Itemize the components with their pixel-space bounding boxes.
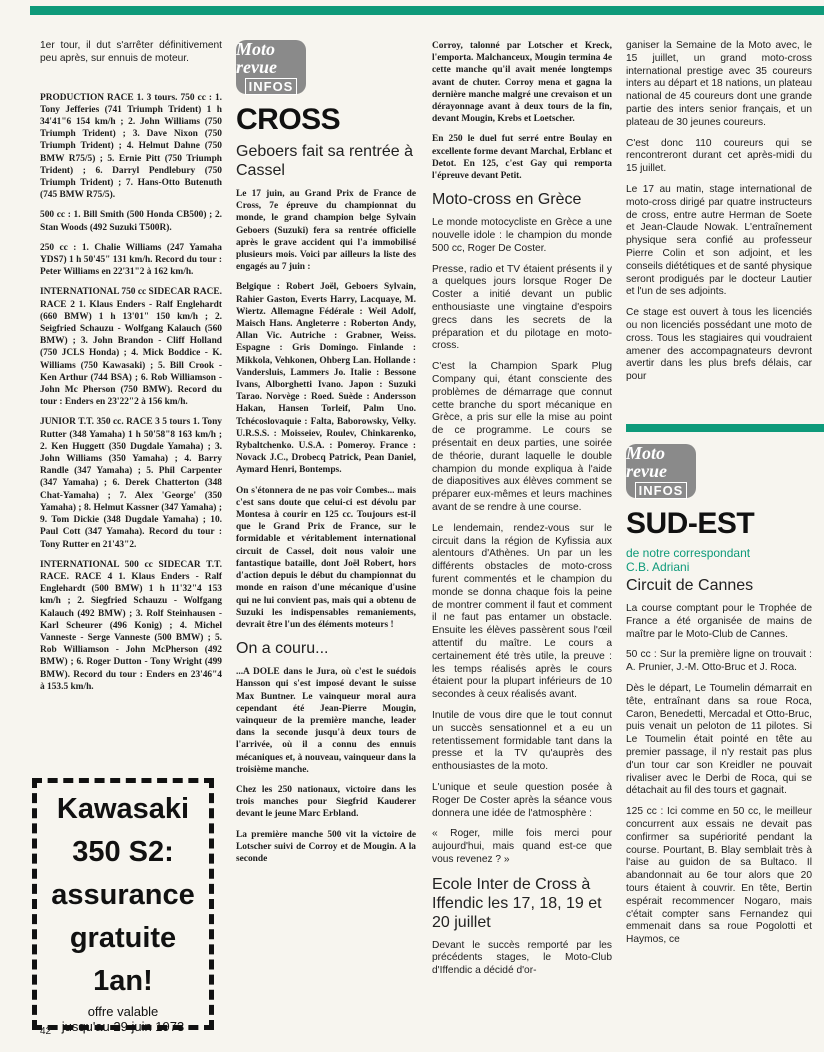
results-250cc: 250 cc : 1. Chalie Williams (247 Yamaha YDS7) 1 h 50'45" 131 km/h. Record du tour : Peter Williams en 22'31"2 à 162 km/h. bbox=[40, 242, 222, 278]
intro-paragraph: 1er tour, il dut s'arrêter définitivement peu après, sur ennuis de moteur. bbox=[40, 40, 222, 64]
headline-geboers: Geboers fait sa rentrée à Cassel bbox=[236, 143, 413, 179]
byline-correspondant: de notre correspondant bbox=[626, 546, 751, 560]
iffendic-paragraph-1: Devant le succès remporté par les précédents stages, le Moto-Club d'Iffendic a décidé d'or- bbox=[432, 939, 612, 977]
geboers-paragraph-3: On s'étonnera de ne pas voir Combes... mais c'est sans doute que celui-ci est dévolu par Montesa à courir en 125 cc. Toujours est-il que le Grand Prix de France, sur le formidable et véritablement international circuit de Cassel, doit nous valoir une fantastique bataille, dont Joël Robert, hors d'action depuis le début du championnat du monde en raison d'une mécanique d'usine qui ne lui convient pas, mais qui a obtenu de Suzuki les indispensables remaniements, devrait être l'un des éléments moteurs ! bbox=[236, 485, 416, 630]
column-4-bottom bbox=[626, 444, 812, 955]
logo-moto-revue-2: Moto revue bbox=[626, 442, 667, 481]
results-500cc: 500 cc : 1. Bill Smith (500 Honda CB500) ; 2. Stan Woods (492 Suzuki T500R). bbox=[40, 210, 222, 233]
dole-paragraph-2: Chez les 250 nationaux, victoire dans les trois manches pour Siegfrid Kauderer devant le jeune Marc Erbland. bbox=[236, 784, 416, 820]
cannes-paragraph-1: La course comptant pour le Trophée de France a été organisée de mains de maître par le Moto-Club de Cannes. bbox=[626, 603, 812, 640]
column-3 bbox=[432, 40, 612, 986]
iffendic-cont-2: C'est donc 110 coureurs qui se rencontreront durant cet après-midi du 15 juillet. bbox=[626, 137, 812, 175]
ad-line-5: 1an! bbox=[93, 965, 153, 997]
top-green-bar bbox=[30, 6, 824, 15]
geboers-paragraph-2: Belgique : Robert Joël, Geboers Sylvain, Rahier Gaston, Everts Harry, Lacquaye, M. Wiertz. Allemagne Fédérale : Weil Adolf, Maisch Hans. Angleterre : Roberton Andy, Allan Vic. Autriche : Grabner, Weiss. Espagne : Gris Domingo. Finlande : Mikkola, Vehkonen, Ohberg Lan. Hollande : Vandersluis, Lammers Jo. Italie : Bessone Ivans, Alborghetti Ivano. Japon : Suzuki Tarao. Norvège : Roed. Suède : Andersson Hakan, Hansen Torleif, Palm Uno. Tchécoslovaquie : Falta, Baborowsky, Velky. U.R.S.S. : Moisseiev, Roulev, Chinkarenko, Rybaltchenko. U.S.A. : Pomeroy. France : Novack J.C., Drobecq Patrick, Pean Daniel, Aymard Henri, Bontemps. bbox=[236, 282, 416, 476]
cannes-paragraph-2: 50 cc : Sur la première ligne on trouvait : A. Prunier, J.-M. Otto-Bruc et J. Roca. bbox=[626, 649, 812, 674]
iffendic-cont-4: Ce stage est ouvert à tous les licenciés ou non licenciés possédant une moto de cross. Tous les stagiaires qui voudraient amener des accompagnateurs devront avertir dans les plus brefs délais, car pour bbox=[626, 307, 812, 383]
moto-revue-infos-logo bbox=[236, 40, 306, 94]
grece-paragraph-6: L'unique et seule question posée à Roger De Coster après la séance vous donnera une idée de l'atmosphère : bbox=[432, 781, 612, 819]
green-section-band bbox=[626, 424, 824, 432]
ad-until: jusqu'au 29 juin 1973 bbox=[61, 1019, 185, 1034]
headline-iffendic: Ecole Inter de Cross à Iffendic les 17, 18, 19 et 20 juillet bbox=[432, 875, 602, 931]
logo-moto-revue: Moto revue bbox=[236, 40, 277, 77]
section-title-sud-est: SUD-EST bbox=[626, 507, 755, 540]
byline-author: C.B. Adriani bbox=[626, 560, 690, 574]
results-sidecar-750: INTERNATIONAL 750 cc SIDECAR RACE. RACE 2 1. Klaus Enders - Ralf Englehardt (660 BMW) 1 h 13'01" 150 km/h ; 2. Seigfried Schauzu - Wolfgang Kalauch (560 BMW) ; 3. John Brandon - Cliff Holland (750 JCLS Honda) ; 4. Mick Boddice - K. Williams (750 Kawasaki) ; 5. Bill Crook - Ken Arthur (744 BSA) ; 6. Rob Williamson - John Mc Pherson (750 BMW). Record du tour : Enders en 23'22"2 à 156 km/h. bbox=[40, 287, 222, 408]
results-production: PRODUCTION RACE 1. 3 tours. 750 cc : 1. Tony Jefferies (741 Triumph Trident) 1 h 34'41"6 154 km/h ; 2. John Williams (750 Triumph Trident) ; 3. Dave Nixon (750 Triumph Trident) ; 4. Helmut Dahne (750 BMW R75/5) ; 5. Ernie Pitt (750 Triumph Trident) ; 6. Darryl Pendlebury (750 Triumph Trident) ; 7. Hans-Otto Butenuth (745 BMW R75/5). bbox=[40, 92, 222, 201]
iffendic-cont-1: ganiser la Semaine de la Moto avec, le 15 juillet, un grand moto-cross international prestige avec 35 coureurs inters au départ et 18 nations, un plateau national de 45 coureurs dont une grande partie des inters senior français, et un plateau de 30 jeunes coureurs. bbox=[626, 40, 812, 128]
iffendic-cont-3: Le 17 au matin, stage international de moto-cross dirigé par quatre instructeurs de cross, entre autre Herman de Soete et Jean-Claude Nowak. L'entraînement physique sera confié au professeur Pierre Colin et son adjoint, et les conseils diététiques et de santé physique seront prodigués par le docteur Lautier et l'un de ses adjoints. bbox=[626, 183, 812, 298]
dole-paragraph-1: ...A DOLE dans le Jura, où c'est le suédois Hansson qui s'est imposé devant le suisse Max Buntner. Le vainqueur moral aura cependant été Jean-Pierre Mougin, vainqueur de la première manche, leader dans la seconde jusqu'à deux tours de l'arrivée, où il a connu des ennuis mécaniques et, à nouveau, vainqueur dans la troisième manche. bbox=[236, 667, 416, 775]
grece-paragraph-7: « Roger, mille fois merci pour aujourd'hui, mais quand est-ce que vous revenez ? » bbox=[432, 828, 612, 865]
ad-line-2: 350 S2: bbox=[72, 836, 174, 868]
column-2 bbox=[236, 40, 416, 873]
ad-line-4: gratuite bbox=[69, 922, 177, 954]
logo-infos-2: INFOS bbox=[635, 482, 688, 499]
headline-grece: Moto-cross en Grèce bbox=[432, 191, 582, 209]
results-sidecar-500: INTERNATIONAL 500 cc SIDECAR T.T. RACE. RACE 4 1. Klaus Enders - Ralf Englehardt (500 BMW) 1 h 11'32"4 153 km/h ; 2. Siegfried Schauzu - Wolfgang Kalauch (492 BMW) ; 3. Rolf Steinhausen - Karl Scheurer (496 Konig) ; 4. Michel Vanneste - Serge Vanneste (500 BMW) ; 5. Rob Williamson - John McPherson (492 BMW) ; 6. Roger Dutton - Tony Wright (499 BMW). Record du tour : Enders en 23'46"4 à 153.5 km/h. bbox=[40, 559, 222, 692]
ad-line-1: Kawasaki bbox=[56, 793, 190, 825]
grece-paragraph-2: Presse, radio et TV étaient présents il y a quelques jours lorsque Roger De Coster a initié devant un public enthousiaste une vingtaine d'espoirs grecs dans les secrets de la préparation et du pilotage en moto-cross. bbox=[432, 263, 612, 352]
dole-paragraph-3: La première manche 500 vit la victoire de Lotscher suivi de Corroy et de Mougin. A la seconde bbox=[236, 829, 416, 864]
corroy-paragraph: Corroy, talonné par Lotscher et Kreck, l'emporta. Malchanceux, Mougin termina 4e cette manche qu'il avait menée longtemps avant de chuter. Corroy mena et gagna la dernière manche malgré une crevaison et un dérayonnage avant à deux tours de la fin, devant Mougin, Krebs et Loetscher. bbox=[432, 41, 612, 125]
page-number: 42 bbox=[40, 1026, 52, 1037]
grece-paragraph-1: Le monde motocycliste en Grèce a une nouvelle idole : le champion du monde 500 cc, Roger De Coster. bbox=[432, 217, 612, 254]
moto-revue-infos-logo-2 bbox=[626, 444, 696, 498]
corroy-paragraph-2: En 250 le duel fut serré entre Boulay en excellente forme devant Marchal, Erblanc et Detot. En 125, c'est Gay qui remporta l'épreuve devant Petit. bbox=[432, 134, 612, 182]
column-1 bbox=[40, 40, 222, 701]
grece-paragraph-5: Inutile de vous dire que le tout connut un succès sensationnel et a eu un retentissement formidable tant dans la presse et la TV qu'auprès des enthousiastes de la moto. bbox=[432, 709, 612, 773]
column-4-top bbox=[626, 40, 812, 424]
grece-paragraph-4: Le lendemain, rendez-vous sur le circuit dans la région de Kyfissia aux alentours d'Athènes. Un par un les différents obstacles de moto-cross furent commentés et le champion du monde se donna chaque fois la peine de montrer comment il faut et comment il ne faut pas entamer un obstacle. Ensuite les élèves passèrent sous l'œil attentif du maître. Le cours a certainement été très utile, la preuve : les temps réalisés après le cours étaient pour la plupart inférieurs de 10 secondes à ceux réalisés avant. bbox=[432, 522, 612, 701]
grece-paragraph-3: C'est la Champion Spark Plug Company qui, étant consciente des problèmes de démarrage que connut cette branche du sport mécanique en Grèce, a pris sur elle la mise au point de ce programme. Le cours se présentait en deux parties, une soirée de théorie, durant laquelle le double champion du monde expliqua à l'aide de diapositives aux élèves comment se préparer eux-mêmes et leurs machines avant de se rendre à une course. bbox=[432, 361, 612, 513]
headline-on-a-couru: On a couru... bbox=[236, 640, 329, 658]
cannes-paragraph-4: 125 cc : Ici comme en 50 cc, le meilleur concurrent aux essais ne devait pas confirmer sa supériorité pendant la course. Pourtant, B. Blay semblait très à l'aise au guidon de sa Bultaco. Il abandonnait au 6e tour alors que 20 tours étaient à couvrir. En tête, Bertin espérait recommencer Nogaro, mais c'était compter sans Fernandez qui emmenait dans sa roue Pogolotti et Haymos, ce bbox=[626, 806, 812, 946]
results-junior-tt: JUNIOR T.T. 350 cc. RACE 3 5 tours 1. Tony Rutter (348 Yamaha) 1 h 50'58"8 163 km/h ; 2. Ken Huggett (350 Dugdale Yamaha) ; 3. John Williams (350 Yamaha) ; 4. Barry Randle (347 Yamaha) ; 5. Phil Carpenter (347 Yamaha) ; 6. Derek Chatterton (348 Chat-Yamaha) ; 7. Alex 'George' (350 Yamaha) ; 8. Helmut Kassner (347 Yamaha) ; 9. Tom Dickie (348 Dugdale Yamaha) ; 10. Paul Cott (347 Yamaha). Record du tour : Tony Rutter en 21'43"2. bbox=[40, 417, 222, 550]
ad-offer: offre valable bbox=[87, 1004, 159, 1019]
section-title-cross: CROSS bbox=[236, 103, 341, 136]
ad-line-3: assurance bbox=[51, 879, 195, 911]
geboers-paragraph-1: Le 17 juin, au Grand Prix de France de Cross, 7e épreuve du championnat du monde, le grand champion belge Sylvain Geboers (Suzuki) fera sa rentrée officielle après le grave accident qui l'a immobilisé plusieurs mois. Voici par ailleurs la liste des engagés au 7 juin : bbox=[236, 189, 416, 273]
logo-infos: INFOS bbox=[245, 78, 298, 95]
cannes-paragraph-3: Dès le départ, Le Toumelin démarrait en tête, entraînant dans sa roue Roca, Caron, Benedetti, Mercadal et Otto-Bruc, puis venait un peloton de 11 pilotes. Si Le Toumelin était pointé en tête au premier passage, il n'y restait pas plus d'un tour car son Kreidler ne pouvait rivaliser avec le Derbi de Roca, qui se détachait au fil des tours et gagnait. bbox=[626, 682, 812, 797]
headline-cannes: Circuit de Cannes bbox=[626, 577, 754, 594]
